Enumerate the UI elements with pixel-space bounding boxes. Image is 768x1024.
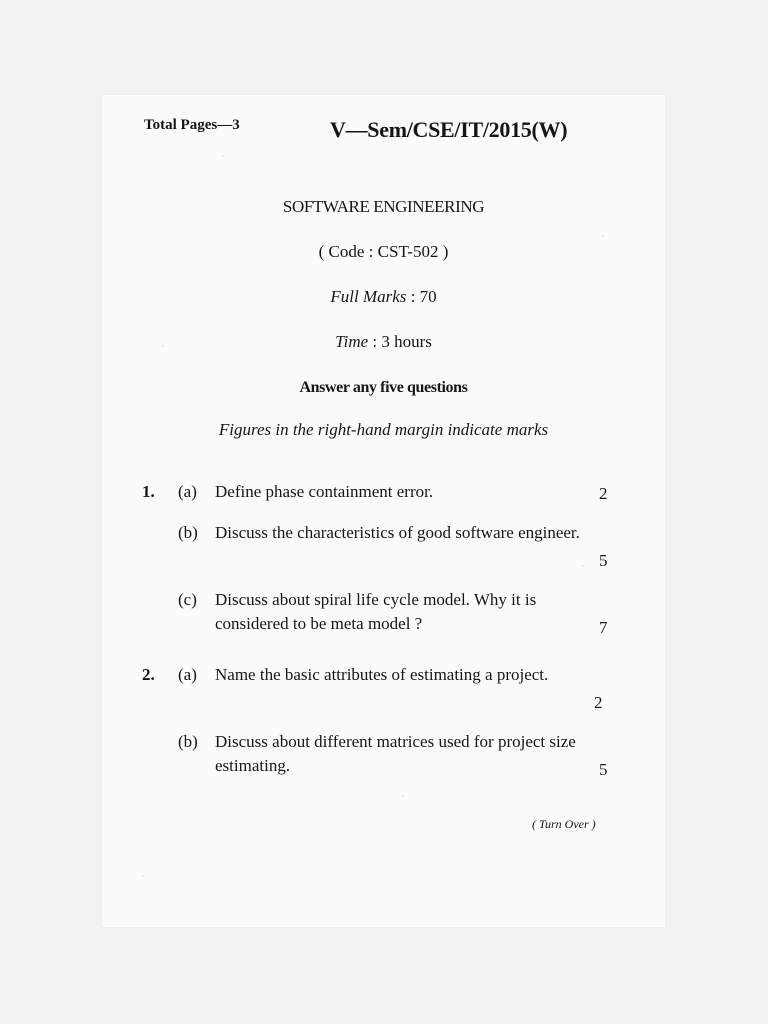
course-code: ( Code : CST-502 )	[318, 242, 449, 261]
exam-time	[102, 332, 665, 352]
part-label: (c)	[178, 590, 197, 609]
question-marks: 7	[599, 618, 608, 637]
part-label: (b)	[178, 523, 198, 542]
question-text: Define phase containment error.	[215, 482, 434, 501]
total-pages: Total Pages—3	[144, 117, 240, 133]
full-marks-value: : 70	[406, 287, 437, 306]
part-label: (a)	[178, 482, 197, 501]
turn-over-note: ( Turn Over )	[532, 817, 596, 831]
question-text: Name the basic attributes of estimating a project.	[215, 665, 549, 684]
scan-speck	[142, 875, 144, 877]
scan-speck	[582, 565, 584, 567]
marks-note: Figures in the right-hand margin indicate marks	[218, 420, 549, 439]
exam-paper	[102, 95, 665, 927]
question-number: 1.	[142, 482, 155, 501]
time-value: : 3 hours	[368, 332, 432, 351]
question-text: Discuss about spiral life cycle model. Why it is considered to be meta model ?	[215, 590, 537, 633]
question-marks: 5	[599, 760, 608, 779]
question-marks: 5	[599, 551, 608, 570]
subject-title: SOFTWARE ENGINEERING	[282, 197, 485, 216]
full-marks	[102, 287, 665, 307]
part-label: (b)	[178, 732, 198, 751]
scan-speck	[602, 235, 604, 237]
scan-speck	[222, 155, 224, 157]
question-text: Discuss about different matrices used for project size estimating.	[215, 732, 576, 775]
scan-speck	[402, 795, 404, 797]
time-label: Time	[335, 332, 369, 351]
full-marks-label: Full Marks	[330, 287, 407, 306]
semester-code: V—Sem/CSE/IT/2015(W)	[330, 117, 568, 142]
question-marks: 2	[599, 484, 608, 503]
question-marks: 2	[594, 693, 603, 712]
part-label: (a)	[178, 665, 197, 684]
question-number: 2.	[142, 665, 155, 684]
instruction: Answer any five questions	[299, 379, 468, 396]
question-text: Discuss the characteristics of good software engineer.	[215, 523, 580, 542]
